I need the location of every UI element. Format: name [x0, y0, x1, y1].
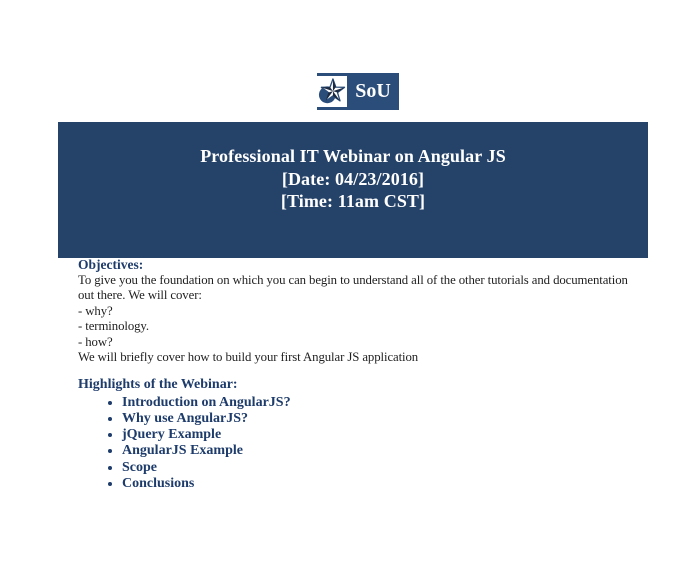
objectives-line: - how?: [78, 334, 113, 349]
highlight-item: • Scope: [122, 460, 644, 476]
highlight-item: • Why use AngularJS?: [122, 411, 644, 427]
objectives-line: out there. We will cover:: [78, 288, 202, 302]
compass-star-icon: [317, 76, 347, 107]
banner-date-line: [Date: 04/23/2016]: [281, 168, 425, 189]
highlight-item: • AngularJS Example: [122, 443, 644, 459]
objectives-line: To give you the foundation on which you can begin to understand all of the other tutorials and documentation: [78, 272, 628, 287]
logo-bottom-bar: [317, 107, 399, 110]
objectives-heading: Objectives:: [78, 257, 144, 272]
title-banner: [58, 122, 648, 258]
highlights-heading: Highlights of the Webinar:: [78, 376, 238, 392]
highlight-item: • Introduction on AngularJS?: [122, 395, 644, 411]
sou-logo: [317, 73, 399, 110]
objectives-line: - terminology.: [78, 319, 149, 333]
banner-time-line: [Time: 11am CST]: [280, 191, 426, 211]
objectives-line: - why?: [78, 303, 113, 318]
highlight-item: • Conclusions: [122, 476, 644, 492]
highlight-item: • jQuery Example: [122, 427, 644, 443]
flyer-body: [78, 257, 644, 492]
logo-text: SoU: [347, 76, 399, 107]
banner-title-line: Professional IT Webinar on Angular JS: [200, 146, 506, 166]
objectives-line: We will briefly cover how to build your first Angular JS application: [78, 350, 419, 364]
highlights-list: [78, 395, 644, 493]
